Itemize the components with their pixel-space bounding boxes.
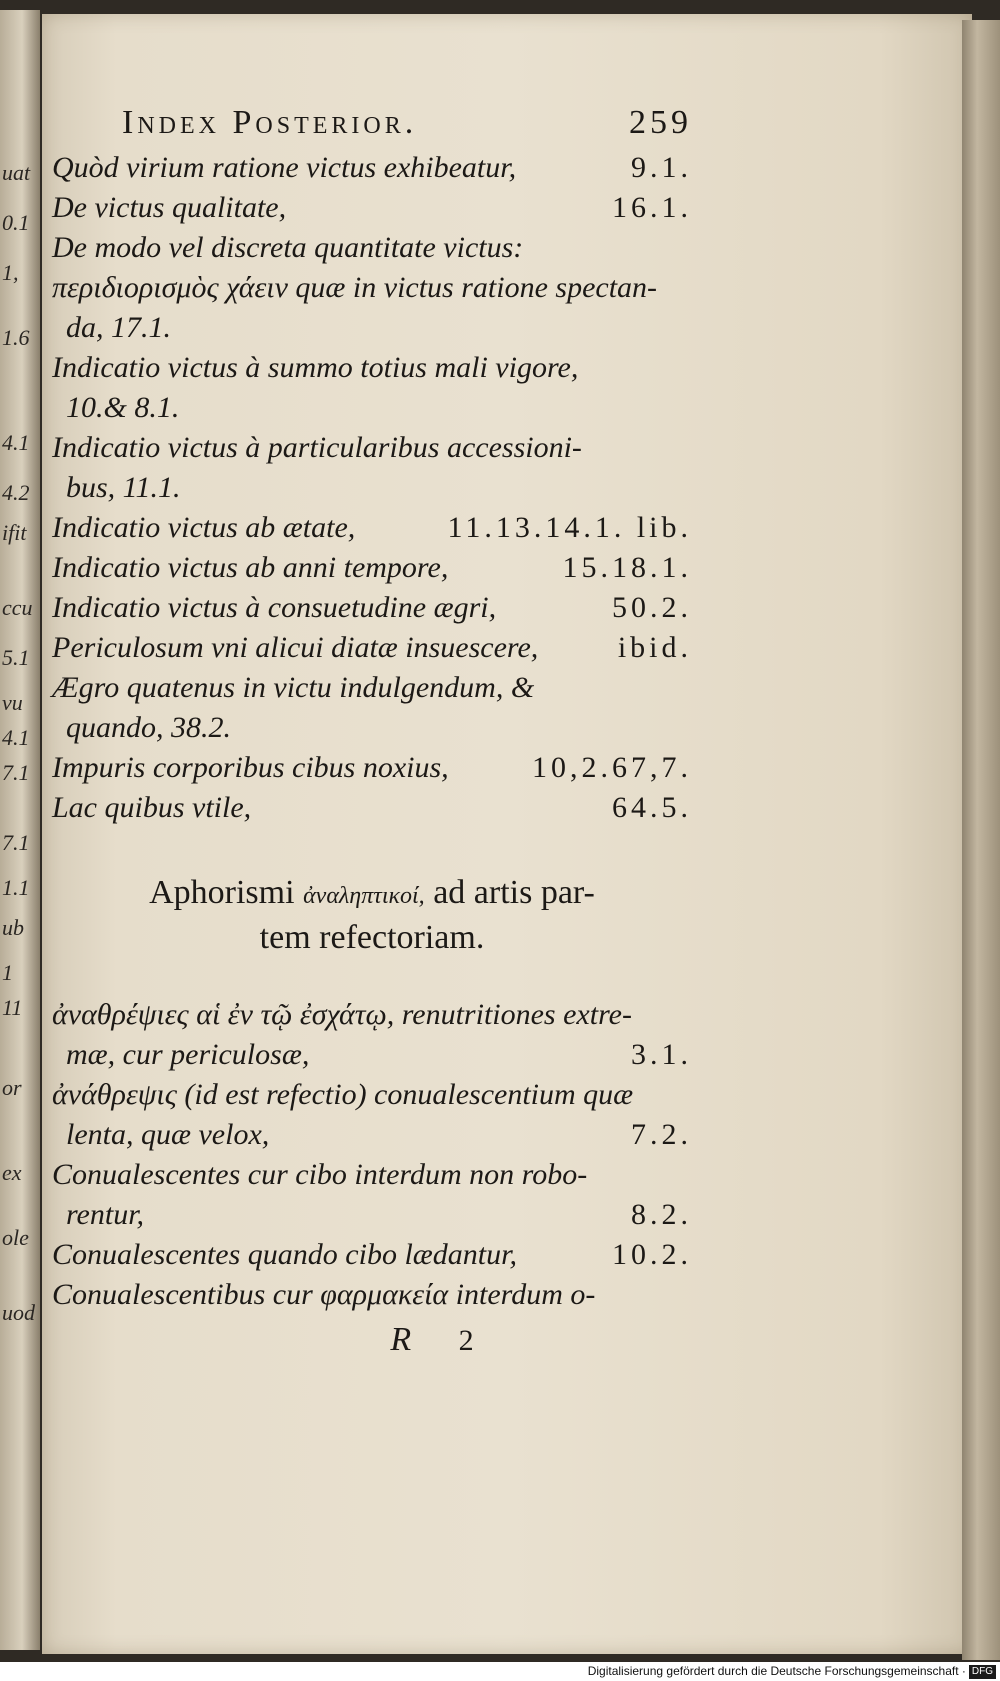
margin-fragment: 4.2 [2, 480, 30, 505]
digitization-credit [0, 1662, 1000, 1681]
entry-text: Indicatio victus à summo totius mali vigore, [52, 351, 579, 384]
margin-fragment: 0.1 [2, 210, 30, 235]
entry-text: De modo vel discreta quantitate victus: περιδιορισμὸς χάειν quæ in victus ratione spectan- [52, 231, 658, 304]
entry-continuation: 10.& 8.1. [66, 391, 180, 424]
signature-letter: R [390, 1321, 412, 1358]
signature-mark [52, 1321, 692, 1359]
page-fore-edge [962, 20, 1000, 1660]
index-entry [52, 628, 692, 668]
entry-reference: 15.18.1. [562, 551, 692, 584]
margin-fragment: ub [2, 915, 24, 940]
entry-continuation-line [52, 1195, 692, 1235]
section-heading-post: ad artis par- [433, 874, 595, 911]
entry-reference: ibid. [617, 631, 692, 664]
entry-text: ἀναθρέψιες αἱ ἐν τῷ ἐσχάτῳ, renutritiones extre- [52, 998, 632, 1031]
index-entry [52, 995, 692, 1075]
entry-text: Conualescentes quando cibo lædantur, [52, 1238, 517, 1271]
section-heading-line2: tem refectoriam. [259, 919, 485, 956]
entry-text: Ægro quatenus in victu indulgendum, & [52, 671, 535, 704]
entry-reference: 7.2. [631, 1118, 692, 1151]
entry-reference: 11.13.14.1. lib. [447, 511, 692, 544]
entry-text: Indicatio victus à consuetudine ægri, [52, 591, 497, 624]
index-entry [52, 1075, 692, 1155]
entry-continuation: bus, 11.1. [66, 471, 181, 504]
index-entry [52, 148, 692, 188]
entry-continuation-line [52, 1035, 692, 1075]
entry-continuation: da, 17.1. [66, 311, 171, 344]
entry-text: Indicatio victus ab ætate, [52, 511, 356, 544]
entry-continuation: quando, 38.2. [66, 711, 231, 744]
margin-fragment: 7.1 [2, 830, 30, 855]
section-heading-greek: ἀναληπτικοί, [303, 883, 425, 909]
index-entries-victus [52, 148, 692, 828]
margin-fragment: 4.1 [2, 725, 30, 750]
entry-continuation: lenta, quæ velox, [66, 1118, 270, 1151]
margin-fragment: 1, [2, 260, 19, 285]
credit-text: Digitalisierung gefördert durch die Deutsche Forschungsgemeinschaft · [587, 1664, 966, 1678]
entry-continuation-line [52, 308, 692, 348]
index-entry [52, 548, 692, 588]
margin-fragment: 11 [2, 995, 23, 1020]
index-entry [52, 1235, 692, 1275]
index-entry [52, 508, 692, 548]
signature-number: 2 [458, 1324, 474, 1357]
entry-text: Lac quibus vtile, [52, 791, 252, 824]
entry-continuation-line [52, 1115, 692, 1155]
margin-fragment: 1.1 [2, 875, 30, 900]
entry-reference: 64.5. [612, 791, 692, 824]
index-entry [52, 1155, 692, 1235]
entry-text: Periculosum vni alicui diatæ insuescere, [52, 631, 539, 664]
margin-fragment: ex [2, 1160, 22, 1185]
index-entries-refectoria [52, 995, 692, 1315]
section-heading [52, 872, 692, 959]
entry-continuation: mæ, cur periculosæ, [66, 1038, 310, 1071]
entry-continuation-line [52, 708, 692, 748]
margin-fragment: ccu [2, 595, 33, 620]
entry-text: Quòd virium ratione victus exhibeatur, [52, 151, 517, 184]
index-entry [52, 348, 692, 428]
entry-continuation: rentur, [66, 1198, 145, 1231]
entry-text: De victus qualitate, [52, 191, 287, 224]
margin-fragment: 1.6 [2, 325, 30, 350]
margin-fragment: vu [2, 690, 23, 715]
entry-reference: 50.2. [612, 591, 692, 624]
margin-fragment: uod [2, 1300, 35, 1325]
running-head-title: Index Posterior. [122, 104, 418, 141]
page-text-block [52, 104, 692, 1359]
margin-fragment: 1 [2, 960, 13, 985]
entry-reference: 16.1. [612, 191, 692, 224]
book-page [42, 14, 972, 1654]
page-number: 259 [629, 104, 692, 141]
margin-fragment: or [2, 1075, 22, 1100]
section-heading-pre: Aphorismi [149, 874, 295, 911]
margin-fragment: 5.1 [2, 645, 30, 670]
entry-text: Conualescentibus cur φαρμακεία interdum o- [52, 1278, 596, 1311]
entry-text: Conualescentes cur cibo interdum non robo- [52, 1158, 588, 1191]
index-entry [52, 748, 692, 788]
margin-fragment: 7.1 [2, 760, 30, 785]
facing-page-edge [0, 10, 40, 1650]
margin-fragment: 4.1 [2, 430, 30, 455]
entry-text: Impuris corporibus cibus noxius, [52, 751, 449, 784]
margin-fragment: ole [2, 1225, 29, 1250]
margin-fragment: ifit [2, 520, 27, 545]
running-head [52, 104, 692, 142]
index-entry [52, 668, 692, 748]
entry-text: ἀνάθρεψις (id est refectio) conualescentium quæ [52, 1078, 634, 1111]
index-entry [52, 228, 692, 348]
entry-reference: 3.1. [631, 1038, 692, 1071]
index-entry [52, 188, 692, 228]
entry-reference: 8.2. [631, 1198, 692, 1231]
entry-reference: 10,2.67,7. [532, 751, 692, 784]
margin-fragment: uat [2, 160, 31, 185]
entry-reference: 9.1. [631, 151, 692, 184]
entry-continuation-line [52, 468, 692, 508]
entry-text: Indicatio victus à particularibus accessioni- [52, 431, 582, 464]
index-entry [52, 588, 692, 628]
index-entry [52, 1275, 692, 1315]
index-entry [52, 788, 692, 828]
entry-reference: 10.2. [612, 1238, 692, 1271]
index-entry [52, 428, 692, 508]
entry-continuation-line [52, 388, 692, 428]
entry-text: Indicatio victus ab anni tempore, [52, 551, 449, 584]
dfg-logo: DFG [969, 1665, 996, 1679]
